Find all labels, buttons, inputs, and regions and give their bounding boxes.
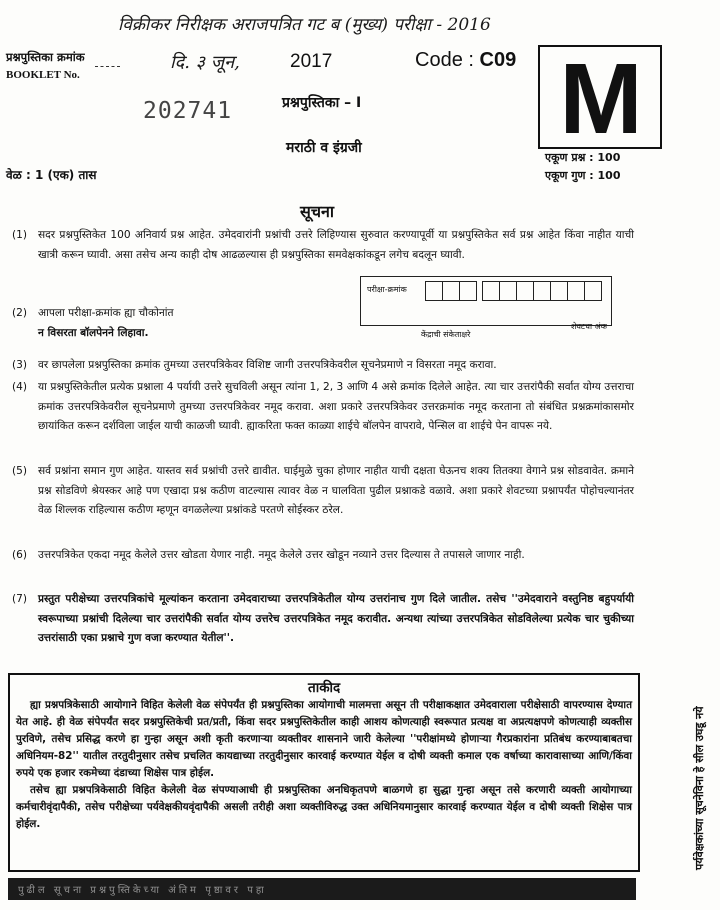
instruction-number: (3) [12,359,28,371]
centre-code-label: केंद्राची संकेताक्षरे [421,330,471,339]
series-letter: M [559,43,641,155]
seat-cell[interactable] [425,281,443,301]
paper-title: प्रश्नपुस्तिका – I [282,95,362,111]
instruction-item [12,462,634,521]
instruction-text: सर्व प्रश्नांना समान गुण आहेत. यास्तव सर्व प्रश्नांची उत्तरे द्यावीत. घाईमुळे चुका होणार नाहीत याची दक्षता घेऊनच शक्य तितक्या वेगाने प्रश्न सोडवावेत. क्रमाने प्रश्न सोडविणे श्रेयस्कर आहे पण एखादा प्रश्न कठीण वाटल्यास त्यावर वेळ न घालविता पुढील प्रश्नाकडे वळावे. अशा प्रकारे शेवटच्या प्रश्नापर्यंत पोहोचल्यानंतर वेळ शिल्लक राहिल्यास कठीण म्हणून वगळलेल्या प्रश्नांकडे परतणे सोईस्कर ठरेल. [38,465,634,516]
instruction-number: (5) [12,465,28,477]
seat-cell[interactable] [499,281,517,301]
instruction-text: या प्रश्नपुस्तिकेतील प्रत्येक प्रश्नाला 4 पर्यायी उत्तरे सुचविली असून त्यांना 1, 2, 3 आणि 4 असे क्रमांक दिलेले आहेत. त्या चार उत्तरांपैकी सर्वात योग्य उत्तराचा क्रमांक उत्तरपत्रिकेवरील सूचनेप्रमाणे तुमच्या उत्तरपत्रिकेवर नमूद करावा. अशा प्रकारे उत्तरपत्रिकेवर उत्तरक्रमांक नमूद करताना तो संबंधित प्रश्नक्रमांकासमोर छायांकित करून दर्शविला जाईल याची काळजी घ्यावी. ह्याकरिता फक्त काळ्या शाईचे बॉलपेन वापरावे, पेन्सिल वा शाईचे पेन वापरू नये. [38,381,634,432]
seat-cell[interactable] [516,281,534,301]
instruction-item [12,590,634,649]
last-digit-label: शेवटचा अंक [571,322,607,331]
instruction-number: (7) [12,593,28,605]
warning-paragraph-1: ह्या प्रश्नपत्रिकेसाठी आयोगाने विहित केलेली वेळ संपेपर्यंत ही प्रश्नपुस्तिका आयोगाची मालमत्ता असून ती परीक्षाकक्षात उमेदवाराला परीक्षेसाठी वापरण्यास देण्यात येत आहे. ही वेळ संपेपर्यंत सदर प्रश्नपुस्तिकेची प्रत/प्रती, किंवा सदर प्रश्नपुस्तिकेतील काही आशय कोणत्याही स्वरूपात प्रत्यक्ष वा अप्रत्यक्षपणे कोणत्याही व्यक्तीस पुरविणे, तसेच प्रसिद्ध करणे हा गुन्हा असून अशी कृती करणाऱ्या व्यक्तीवर शासनाने जारी केलेल्या ''परीक्षांमध्ये होणाऱ्या गैरप्रकारांना प्रतिबंध करण्याबाबतचा अधिनियम-82'' यातील तरतुदीनुसार तसेच प्रचलित कायद्याच्या तरतुदीनुसार कारवाई करण्यात येईल व दोषी व्यक्ती कमाल एक वर्षाच्या कारावासाच्या आणि/किंवा रुपये एक हजार रकमेच्या दंडाच्या शिक्षेस पात्र होईल. [16,699,632,779]
instruction-item [12,378,634,437]
total-marks: एकूण गुण : 100 [545,169,621,182]
instruction-number: (1) [12,229,28,241]
seat-cell[interactable] [533,281,551,301]
instruction-item [12,546,634,566]
booklet-number-line [95,66,120,67]
instruction-number: (4) [12,381,28,393]
booklet-label-english: BOOKLET No. [6,69,80,81]
notice-heading: सूचना [300,202,335,221]
booklet-label-marathi: प्रश्नपुस्तिका क्रमांक [6,50,85,64]
handwritten-exam-title: विक्रीकर निरीक्षक अराजपत्रित गट ब (मुख्य) परीक्षा - 2016 [118,15,491,35]
code-label-text: Code : [415,49,474,71]
seat-cell[interactable] [482,281,500,301]
warning-body [16,697,632,833]
seat-number-grid [360,276,612,339]
code-label [415,49,516,72]
seat-cell[interactable] [459,281,477,301]
footer-bar [8,878,636,900]
warning-heading: ताकीद [308,680,341,696]
instruction-item [12,356,634,376]
instruction-item [12,304,342,343]
warning-paragraph-2: तसेच ह्या प्रश्नपत्रिकेसाठी विहित केलेली वेळ संपण्याआधी ही प्रश्नपुस्तिका अनधिकृतपणे बाळगणे हा सुद्धा गुन्हा असून तसे करणारी व्यक्ती आयोगाच्या कर्मचारीवृंदापैकी, तसेच परीक्षेच्या पर्यवेक्षकीयवृंदापैकी असली तरीही अशा व्यक्तीविरुद्ध उक्त अधिनियमानुसार कारवाई करण्यात येईल व दोषी व्यक्ती शिक्षेस पात्र होईल. [16,784,632,830]
subject-title: मराठी व इंग्रजी [286,140,362,156]
instruction-text: आपला परीक्षा-क्रमांक ह्या चौकोनांत [38,307,174,319]
seat-grid-label: परीक्षा-क्रमांक [367,285,407,294]
warning-box [8,673,640,872]
seat-cell[interactable] [567,281,585,301]
handwritten-date: दि. ३ जून, [170,52,240,73]
seal-strip [662,390,706,900]
seat-cell[interactable] [550,281,568,301]
total-questions: एकूण प्रश्न : 100 [545,151,621,164]
instruction-text-2: न विसरता बॉलपेनने लिहावा. [38,326,149,339]
instruction-number: (2) [12,307,28,319]
seal-strip-text: पर्यवेक्षकांच्या सूचनेविना हे सील उघडू नये [693,706,706,870]
instruction-text: प्रस्तुत परीक्षेच्या उत्तरपत्रिकांचे मूल्यांकन करताना उमेदवाराच्या उत्तरपत्रिकेतील योग्य उत्तरांनाच गुण दिले जातील. तसेच ''उमेदवाराने वस्तुनिष्ठ बहुपर्यायी स्वरूपाच्या प्रश्नांची दिलेल्या चार उत्तरांपैकी सर्वात योग्य उत्तरेच उत्तरपत्रिकेत नमूद करावीत. अन्यथा त्यांच्या उत्तरपत्रिकेत सोडविलेल्या प्रत्येक चार चुकीच्या उत्तरांसाठी एका प्रश्नाचे गुण वजा करण्यात येतील''. [38,593,634,644]
time-allowed: वेळ : 1 (एक) तास [6,168,97,182]
seat-cell[interactable] [442,281,460,301]
instruction-text: उत्तरपत्रिकेत एकदा नमूद केलेले उत्तर खोडता येणार नाही. नमूद केलेले उत्तर खोडून नव्याने उत्तर दिल्यास ते तपासले जाणार नाही. [38,549,525,561]
instruction-text: वर छापलेला प्रश्नपुस्तिका क्रमांक तुमच्या उत्तरपत्रिकेवर विशिष्ट जागी उत्तरपत्रिकेवरील सूचनेप्रमाणे न विसरता नमूद करावा. [38,359,497,371]
exam-year: 2017 [290,51,333,72]
code-value: C09 [479,49,517,71]
instruction-number: (6) [12,549,28,561]
seat-cell[interactable] [584,281,602,301]
footer-text: पुढील सूचना प्रश्नपुस्तिकेच्या अंतिम पृष्ठावर पहा [18,885,267,896]
instruction-text: सदर प्रश्नपुस्तिकेत 100 अनिवार्य प्रश्न आहेत. उमेदवारांनी प्रश्नांची उत्तरे लिहिण्यास सुरुवात करण्यापूर्वी या प्रश्नपुस्तिकेत सर्व प्रश्न आहेत किंवा नाहीत याची खात्री करून घ्यावी. असा तसेच अन्य काही दोष आढळल्यास ही प्रश्नपुस्तिका समवेक्षकांकडून लगेच बदलून घ्यावी. [38,229,634,261]
instruction-item [12,226,634,265]
booklet-number: 202741 [143,98,233,124]
seat-grid-cells [425,281,601,301]
series-box [538,43,662,155]
